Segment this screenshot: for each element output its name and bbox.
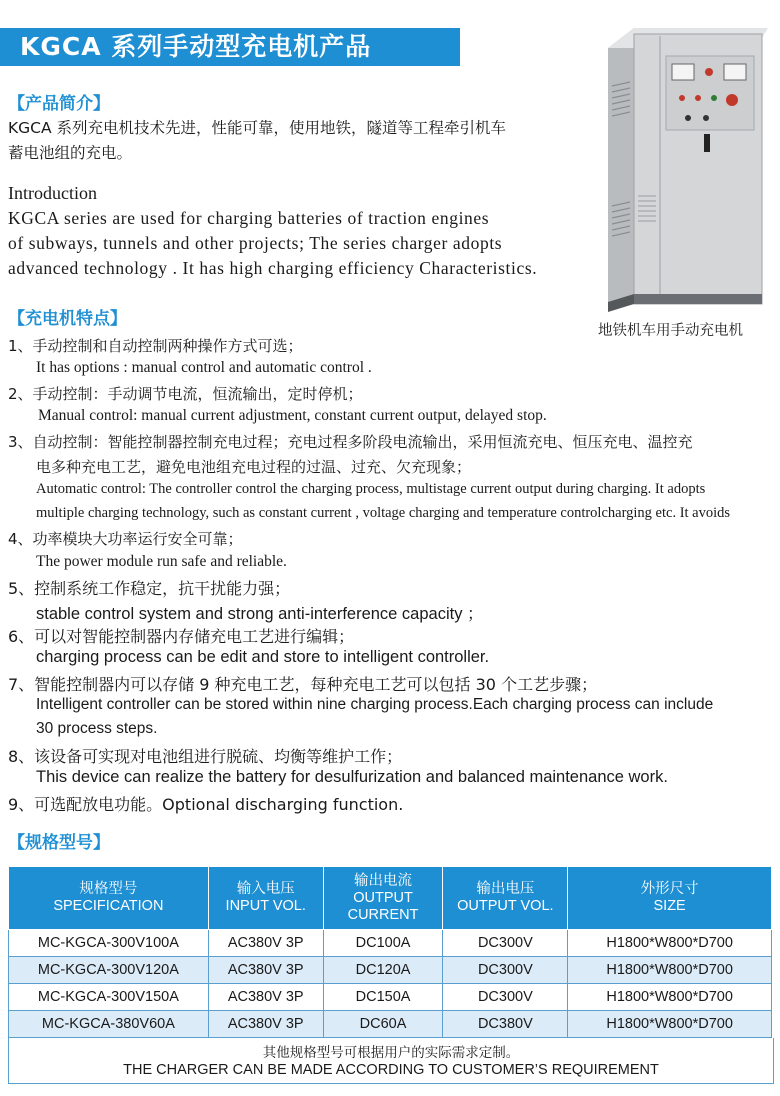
feature-2-cn: 2、手动控制：手动调节电流，恒流输出，定时停机； xyxy=(8,385,363,403)
spec-table-wrapper xyxy=(8,866,772,1084)
col-header-current xyxy=(323,867,443,930)
feature-3-cn: 电多种充电工艺，避免电池组充电过程的过温、过充、欠充现象； xyxy=(36,458,472,476)
title-banner xyxy=(0,28,460,66)
features-heading: 【充电机特点】 xyxy=(8,309,127,329)
table-note-en: THE CHARGER CAN BE MADE ACCORDING TO CUSTOMER’S REQUIREMENT xyxy=(123,1062,659,1078)
table-cell: H1800*W800*D700 xyxy=(568,1011,772,1038)
banner-stripe xyxy=(450,28,453,66)
table-cell: DC150A xyxy=(323,984,443,1011)
feature-6-cn: 6、可以对智能控制器内存储充电工艺进行编辑； xyxy=(8,627,355,646)
header-en: OUTPUT xyxy=(353,889,413,906)
spec-table xyxy=(8,866,772,1038)
table-cell: MC-KGCA-300V120A xyxy=(9,957,209,984)
intro-en-line: of subways, tunnels and other projects; The series charger adopts xyxy=(8,233,503,253)
col-header-spec xyxy=(9,867,209,930)
intro-cn-line: KGCA 系列充电机技术先进，性能可靠，使用地铁，隧道等工程牵引机车 xyxy=(8,119,507,137)
specs-heading: 【规格型号】 xyxy=(8,833,110,853)
feature-1-cn: 1、手动控制和自动控制两种操作方式可选； xyxy=(8,337,303,355)
table-cell: MC-KGCA-300V100A xyxy=(9,930,209,957)
image-caption: 地铁机车用手动充电机 xyxy=(598,323,743,339)
feature-1-en: It has options : manual control and automatic control . xyxy=(36,359,372,376)
page-title: KGCA 系列手动型充电机产品 xyxy=(20,32,372,61)
table-header-row xyxy=(9,867,772,930)
feature-4-en: The power module run safe and reliable. xyxy=(36,553,287,570)
product-image xyxy=(600,26,770,316)
feature-5-cn: 5、控制系统工作稳定，抗干扰能力强； xyxy=(8,579,291,598)
intro-heading: 【产品简介】 xyxy=(8,94,110,114)
intro-en-line: advanced technology . It has high charging efficiency Characteristics. xyxy=(8,258,538,278)
table-cell: DC300V xyxy=(443,930,568,957)
intro-cn-line: 蓄电池组的充电。 xyxy=(8,144,133,162)
feature-7-en: Intelligent controller can be stored within nine charging process.Each charging process can include xyxy=(36,696,714,713)
table-row xyxy=(9,984,772,1011)
table-cell: H1800*W800*D700 xyxy=(568,984,772,1011)
table-cell: MC-KGCA-380V60A xyxy=(9,1011,209,1038)
table-row xyxy=(9,957,772,984)
table-cell: H1800*W800*D700 xyxy=(568,957,772,984)
feature-5-en: stable control system and strong anti-interference capacity ； xyxy=(36,605,484,623)
header-cn: 外形尺寸 xyxy=(640,881,699,897)
header-en: CURRENT xyxy=(347,906,419,923)
table-cell: AC380V 3P xyxy=(208,930,323,957)
feature-3-cn: 3、自动控制：智能控制器控制充电过程；充电过程多阶段电流输出，采用恒流充电、恒压充电、温控充 xyxy=(8,433,693,451)
feature-8-cn: 8、该设备可实现对电池组进行脱硫、均衡等维护工作； xyxy=(8,747,403,766)
intro-cn xyxy=(8,116,568,166)
table-row xyxy=(9,930,772,957)
header-en: OUTPUT VOL. xyxy=(457,898,554,914)
feature-7-en: 30 process steps. xyxy=(36,720,158,737)
table-cell: DC380V xyxy=(443,1011,568,1038)
table-cell: AC380V 3P xyxy=(208,984,323,1011)
feature-8-en: This device can realize the battery for desulfurization and balanced maintenance work. xyxy=(36,768,668,786)
charger-cabinet-illustration xyxy=(600,26,770,316)
table-cell: DC120A xyxy=(323,957,443,984)
table-row xyxy=(9,1011,772,1038)
header-cn: 输出电压 xyxy=(476,881,535,897)
header-en: INPUT VOL. xyxy=(225,898,306,914)
feature-2-en: Manual control: manual current adjustment, constant current output, delayed stop. xyxy=(38,407,547,424)
intro-en-heading: Introduction xyxy=(8,183,97,203)
banner-stripe xyxy=(455,28,458,66)
intro-en xyxy=(8,206,561,281)
table-cell: AC380V 3P xyxy=(208,1011,323,1038)
intro-en-line: KGCA series are used for charging batteries of traction engines xyxy=(8,208,490,228)
table-cell: AC380V 3P xyxy=(208,957,323,984)
table-cell: MC-KGCA-300V150A xyxy=(9,984,209,1011)
table-cell: DC300V xyxy=(443,957,568,984)
feature-7-cn: 7、智能控制器内可以存储 9 种充电工艺，每种充电工艺可以包括 30 个工艺步骤； xyxy=(8,675,598,694)
feature-3-en: multiple charging technology, such as constant current , voltage charging and temperature controlcharging etc. It avoids xyxy=(36,505,731,521)
table-cell: DC300V xyxy=(443,984,568,1011)
table-note-cn: 其他规格型号可根据用户的实际需求定制。 xyxy=(262,1045,520,1060)
col-header-output xyxy=(443,867,568,930)
header-cn: 规格型号 xyxy=(79,881,138,897)
col-header-input xyxy=(208,867,323,930)
table-cell: H1800*W800*D700 xyxy=(568,930,772,957)
header-cn: 输入电压 xyxy=(236,881,295,897)
feature-3-en: Automatic control: The controller control the charging process, multistage current output during charging. It adopts xyxy=(36,481,706,497)
feature-4-cn: 4、功率模块大功率运行安全可靠； xyxy=(8,530,243,548)
header-cn: 输出电流 xyxy=(354,872,413,889)
table-cell: DC60A xyxy=(323,1011,443,1038)
col-header-size xyxy=(568,867,772,930)
header-en: SIZE xyxy=(653,898,686,914)
banner-stripe xyxy=(444,28,448,66)
feature-9: 9、可选配放电功能。Optional discharging function. xyxy=(8,795,404,814)
header-en: SPECIFICATION xyxy=(53,898,164,914)
table-note xyxy=(8,1038,774,1084)
table-cell: DC100A xyxy=(323,930,443,957)
feature-6-en: charging process can be edit and store to intelligent controller. xyxy=(36,648,490,666)
